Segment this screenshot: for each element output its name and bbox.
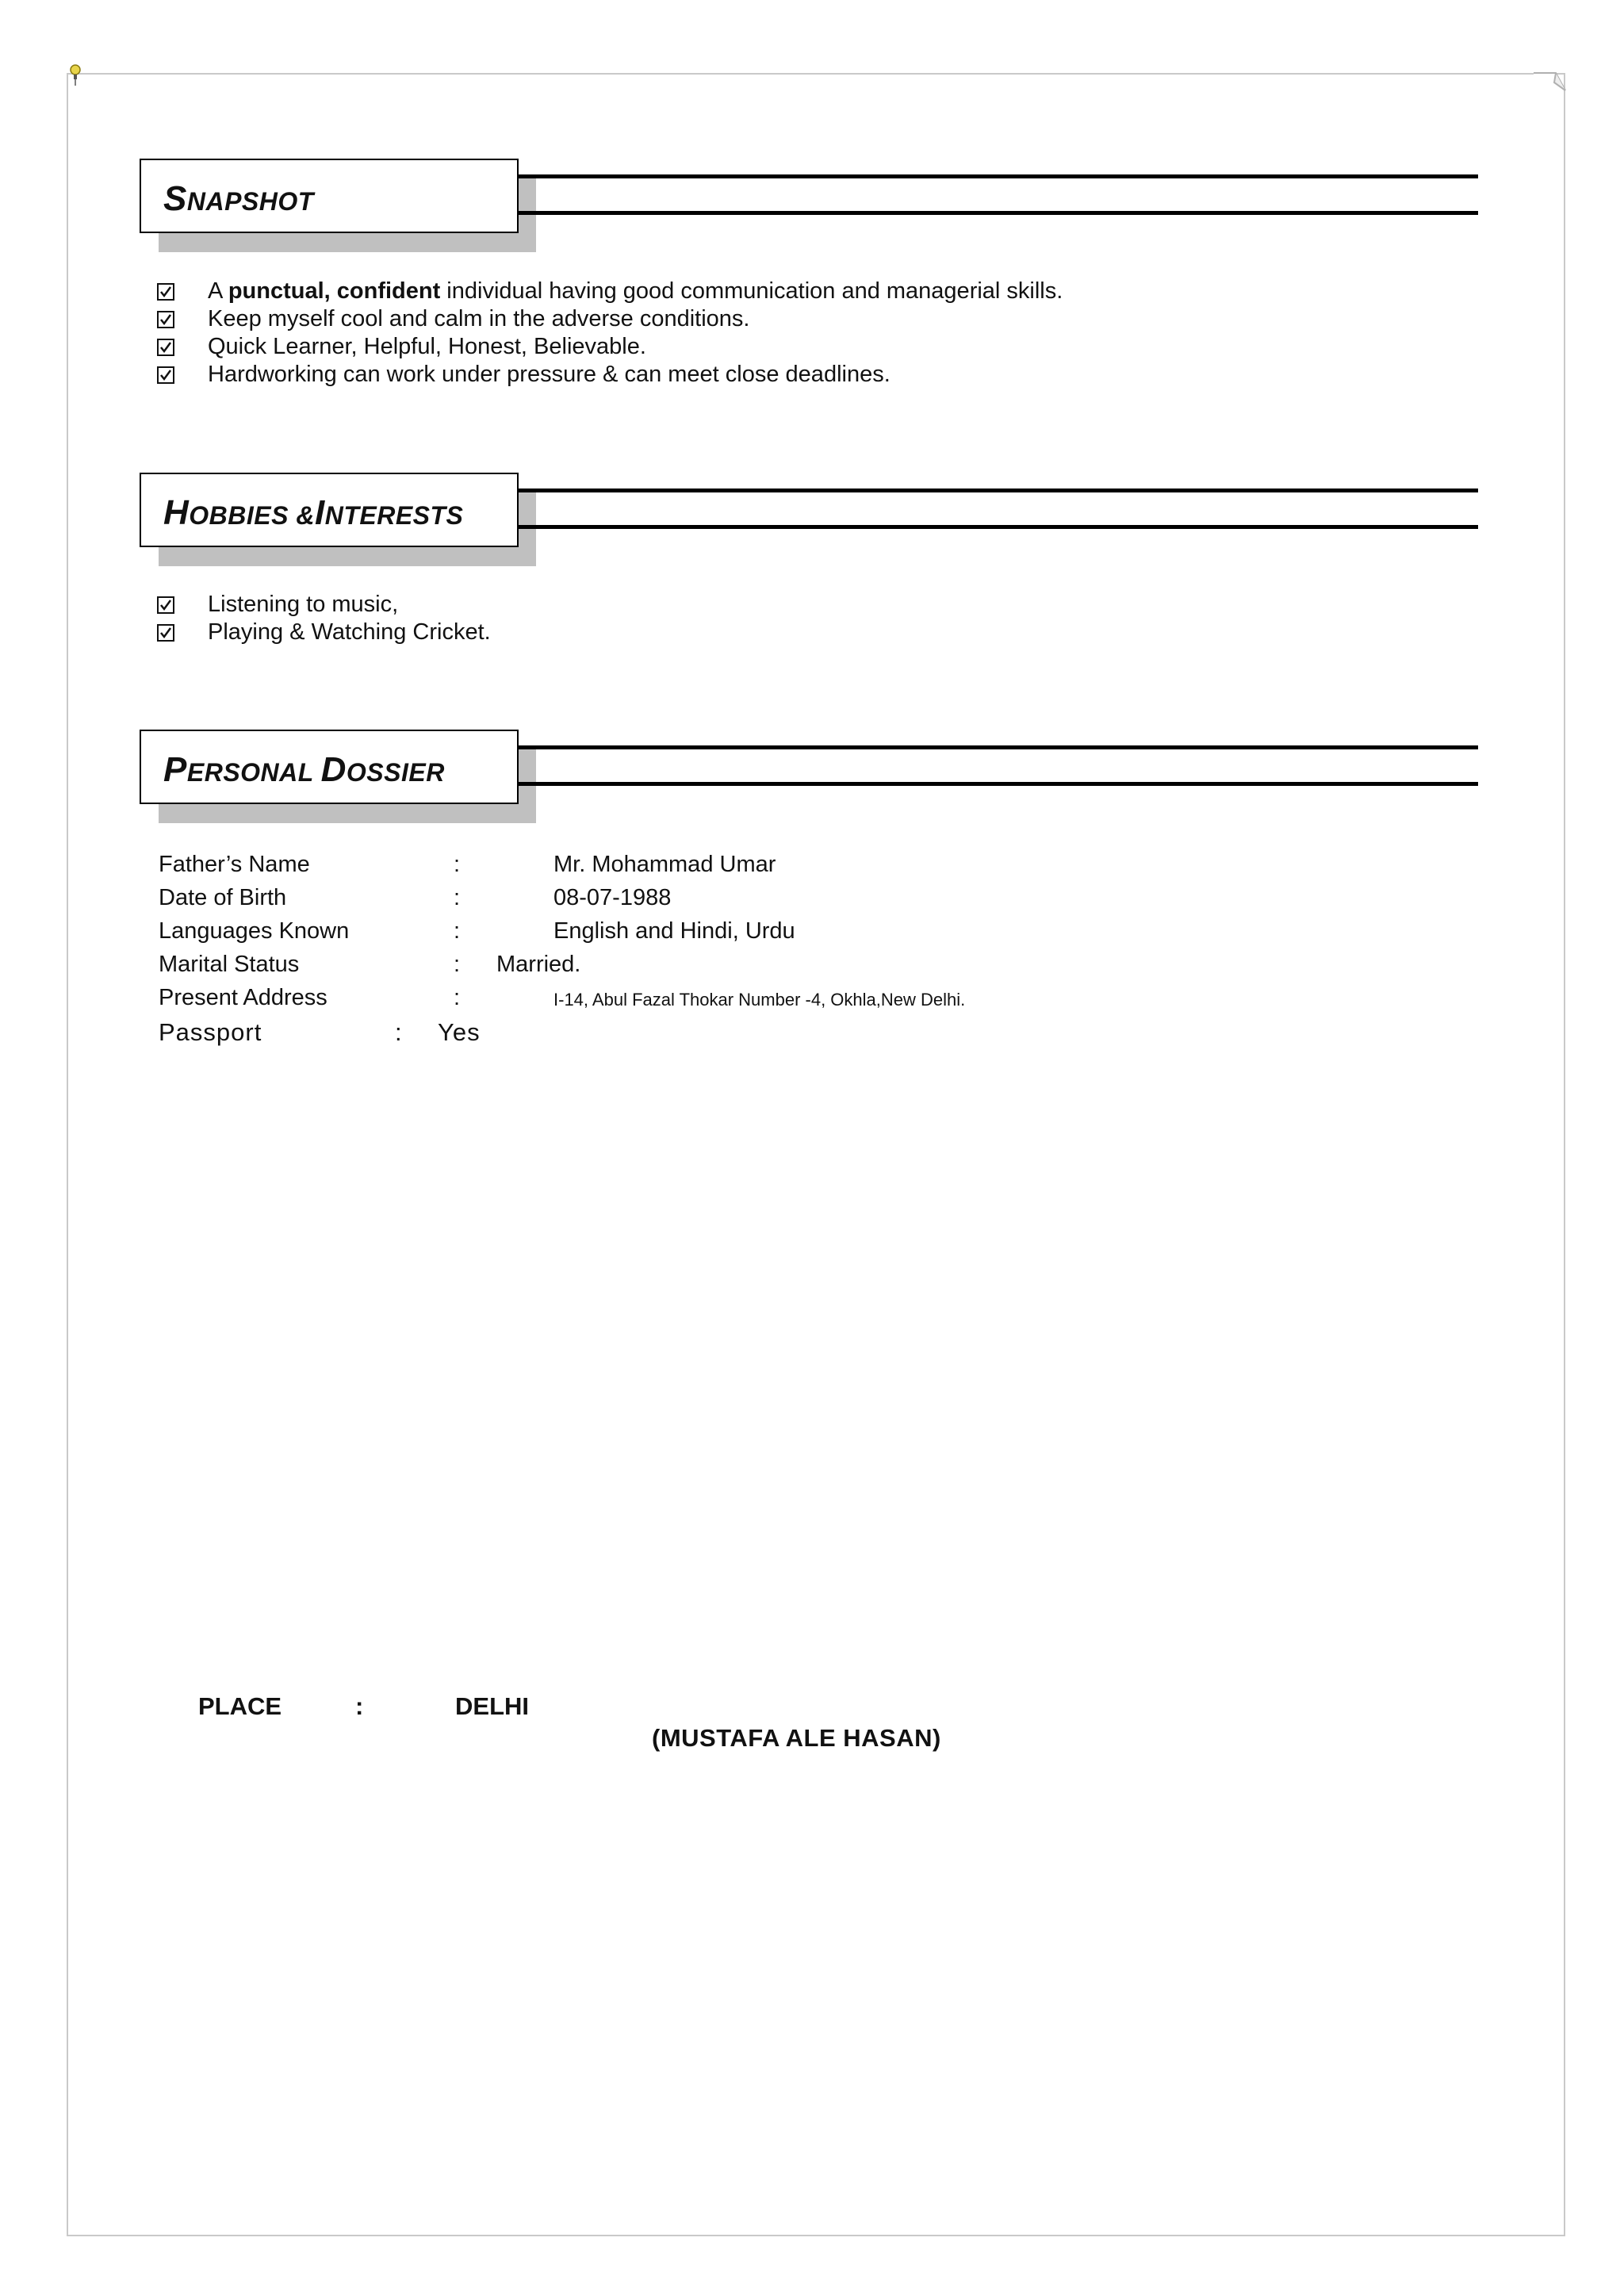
snapshot-title: SNAPSHOT (163, 179, 314, 218)
list-item (157, 305, 1063, 333)
checkbox-checked-icon (157, 366, 174, 384)
header-rule-bottom (519, 525, 1478, 529)
detail-label: Passport (159, 1018, 262, 1046)
snapshot-section-header (140, 159, 1478, 252)
place-colon: : (355, 1692, 364, 1720)
detail-colon: : (454, 885, 461, 910)
item-text: Keep myself cool and calm in the adverse conditions. (208, 306, 750, 331)
header-box (140, 159, 519, 233)
detail-value: Yes (438, 1018, 481, 1046)
hobbies-section-header (140, 473, 1478, 566)
checkbox-checked-icon (157, 283, 174, 301)
list-item (157, 333, 1063, 361)
checkbox-checked-icon (157, 624, 174, 642)
detail-value: English and Hindi, Urdu (553, 918, 795, 944)
header-box (140, 730, 519, 804)
checkbox-checked-icon (157, 311, 174, 328)
hobbies-list (157, 591, 491, 646)
detail-label: Father’s Name (159, 852, 310, 877)
item-text: Playing & Watching Cricket. (208, 619, 491, 645)
pushpin-icon (68, 63, 82, 87)
header-rule-bottom (519, 782, 1478, 786)
detail-colon: : (454, 952, 461, 977)
list-item (157, 591, 491, 619)
header-rule-top (519, 174, 1478, 178)
list-item (157, 361, 1063, 389)
item-text: Quick Learner, Helpful, Honest, Believable. (208, 334, 646, 359)
header-rule-bottom (519, 211, 1478, 215)
item-emphasis: punctual, confident (228, 278, 441, 304)
checkbox-checked-icon (157, 596, 174, 614)
dossier-title: PERSONAL DOSSIER (163, 750, 445, 789)
detail-colon: : (454, 852, 461, 877)
detail-colon: : (454, 985, 461, 1010)
detail-value: Married. (496, 952, 581, 977)
detail-value: Mr. Mohammad Umar (553, 852, 776, 877)
document-page (67, 73, 1565, 2236)
detail-label: Languages Known (159, 918, 350, 944)
header-rule-top (519, 745, 1478, 749)
item-text: individual having good communication and managerial skills. (440, 278, 1063, 304)
header-box (140, 473, 519, 547)
detail-value: 08-07-1988 (553, 885, 672, 910)
list-item (157, 619, 491, 646)
dossier-section-header (140, 730, 1478, 823)
item-text: A (208, 278, 228, 304)
item-text: Listening to music, (208, 592, 399, 617)
detail-colon: : (454, 918, 461, 944)
detail-value: I-14, Abul Fazal Thokar Number -4, Okhla,New Delhi. (553, 990, 966, 1010)
detail-label: Marital Status (159, 952, 300, 977)
place-label: PLACE (198, 1692, 282, 1720)
header-rule-top (519, 489, 1478, 492)
item-text: Hardworking can work under pressure & can meet close deadlines. (208, 362, 891, 387)
snapshot-list (157, 278, 1063, 389)
signatory-name: (MUSTAFA ALE HASAN) (652, 1724, 941, 1752)
checkbox-checked-icon (157, 339, 174, 356)
list-item (157, 278, 1063, 305)
detail-label: Date of Birth (159, 885, 287, 910)
detail-label: Present Address (159, 985, 327, 1010)
detail-colon: : (395, 1018, 403, 1046)
place-value: DELHI (455, 1692, 529, 1720)
page-curl-icon (1534, 71, 1567, 92)
hobbies-title: HOBBIES &INTERESTS (163, 493, 464, 532)
